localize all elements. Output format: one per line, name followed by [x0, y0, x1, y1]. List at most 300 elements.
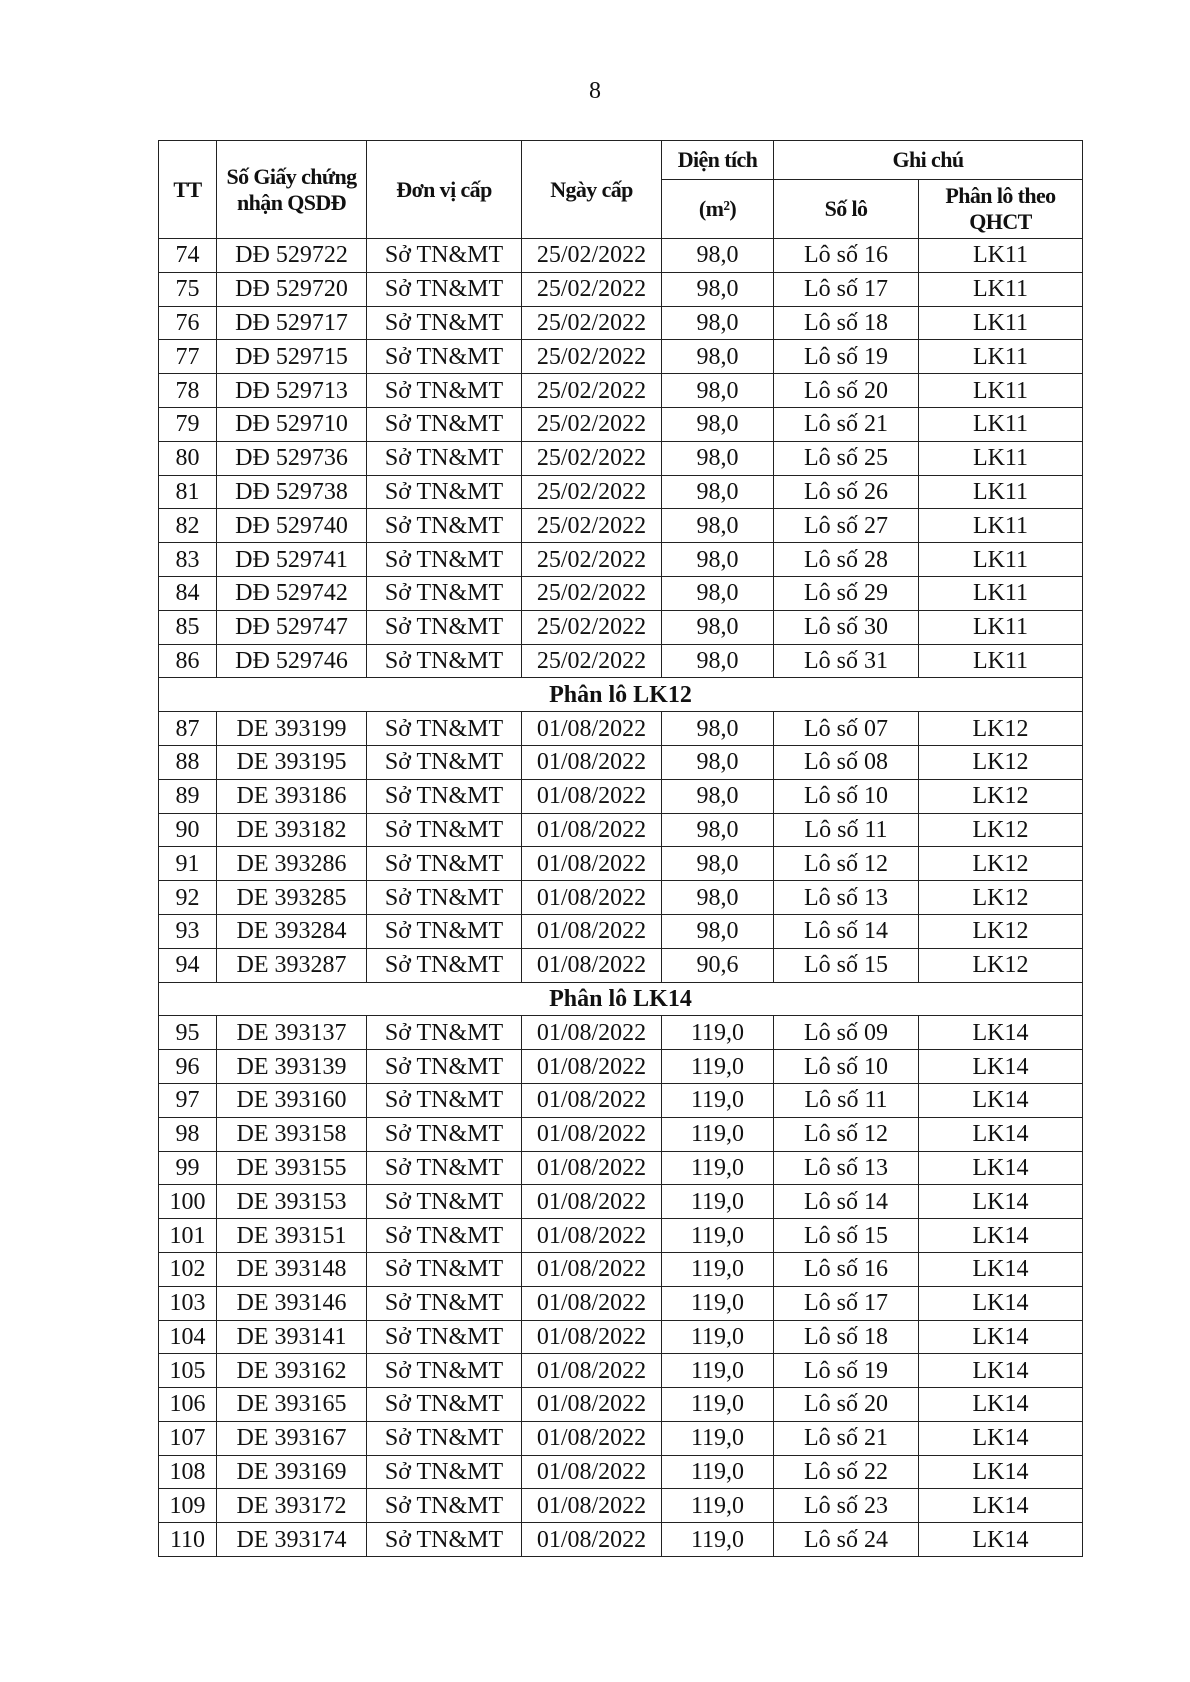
cell-area: 98,0 [662, 914, 774, 948]
cell-area: 119,0 [662, 1421, 774, 1455]
cell-area: 98,0 [662, 407, 774, 441]
cell-area: 98,0 [662, 779, 774, 813]
cell-lot: Lô số 28 [774, 543, 919, 577]
cell-plan-lot: LK11 [919, 475, 1083, 509]
cell-plan-lot: LK12 [919, 813, 1083, 847]
table-row [159, 847, 1083, 881]
cell-date: 01/08/2022 [522, 1117, 662, 1151]
cell-issuer: Sở TN&MT [367, 1489, 522, 1523]
cell-issuer: Sở TN&MT [367, 712, 522, 746]
cell-lot: Lô số 22 [774, 1455, 919, 1489]
cell-certificate: DĐ 529722 [217, 239, 367, 273]
table-row [159, 1050, 1083, 1084]
cell-plan-lot: LK12 [919, 914, 1083, 948]
cell-lot: Lô số 21 [774, 1421, 919, 1455]
group-label: Phân lô LK12 [159, 678, 1083, 712]
cell-lot: Lô số 17 [774, 272, 919, 306]
cell-certificate: DE 393195 [217, 745, 367, 779]
cell-certificate: DE 393165 [217, 1388, 367, 1422]
cell-plan-lot: LK14 [919, 1388, 1083, 1422]
cell-lot: Lô số 20 [774, 1388, 919, 1422]
cell-lot: Lô số 25 [774, 441, 919, 475]
cell-plan-lot: LK11 [919, 374, 1083, 408]
cell-plan-lot: LK14 [919, 1421, 1083, 1455]
cell-issuer: Sở TN&MT [367, 813, 522, 847]
table-row [159, 509, 1083, 543]
cell-certificate: DE 393174 [217, 1523, 367, 1557]
cell-tt: 77 [159, 340, 217, 374]
cell-plan-lot: LK11 [919, 306, 1083, 340]
table-row [159, 1083, 1083, 1117]
cell-date: 01/08/2022 [522, 1151, 662, 1185]
cell-lot: Lô số 08 [774, 745, 919, 779]
cell-area: 119,0 [662, 1455, 774, 1489]
cell-certificate: DĐ 529742 [217, 576, 367, 610]
cell-tt: 91 [159, 847, 217, 881]
table-header [159, 141, 1083, 239]
table-row [159, 441, 1083, 475]
cell-issuer: Sở TN&MT [367, 1421, 522, 1455]
cell-issuer: Sở TN&MT [367, 1320, 522, 1354]
cell-lot: Lô số 10 [774, 779, 919, 813]
header-tt: TT [159, 141, 217, 239]
cell-date: 01/08/2022 [522, 847, 662, 881]
cell-area: 119,0 [662, 1185, 774, 1219]
cell-tt: 95 [159, 1016, 217, 1050]
cell-certificate: DE 393284 [217, 914, 367, 948]
cell-tt: 99 [159, 1151, 217, 1185]
cell-certificate: DE 393285 [217, 881, 367, 915]
cell-area: 119,0 [662, 1219, 774, 1253]
cell-tt: 84 [159, 576, 217, 610]
cell-tt: 83 [159, 543, 217, 577]
cell-issuer: Sở TN&MT [367, 1388, 522, 1422]
cell-certificate: DE 393186 [217, 779, 367, 813]
cell-issuer: Sở TN&MT [367, 881, 522, 915]
cell-certificate: DE 393151 [217, 1219, 367, 1253]
cell-date: 25/02/2022 [522, 610, 662, 644]
cell-date: 01/08/2022 [522, 1455, 662, 1489]
cell-certificate: DE 393139 [217, 1050, 367, 1084]
cell-lot: Lô số 07 [774, 712, 919, 746]
cell-plan-lot: LK14 [919, 1219, 1083, 1253]
table-row [159, 948, 1083, 982]
cell-certificate: DE 393167 [217, 1421, 367, 1455]
cell-date: 25/02/2022 [522, 475, 662, 509]
table-row [159, 1117, 1083, 1151]
table-row [159, 1421, 1083, 1455]
cell-certificate: DE 393158 [217, 1117, 367, 1151]
cell-issuer: Sở TN&MT [367, 1286, 522, 1320]
cell-tt: 86 [159, 644, 217, 678]
table-row [159, 745, 1083, 779]
cell-plan-lot: LK11 [919, 543, 1083, 577]
table-row [159, 340, 1083, 374]
cell-lot: Lô số 18 [774, 306, 919, 340]
table-row [159, 272, 1083, 306]
cell-date: 25/02/2022 [522, 306, 662, 340]
cell-plan-lot: LK14 [919, 1117, 1083, 1151]
cell-area: 98,0 [662, 374, 774, 408]
cell-certificate: DĐ 529713 [217, 374, 367, 408]
cell-plan-lot: LK11 [919, 272, 1083, 306]
cell-lot: Lô số 19 [774, 1354, 919, 1388]
cell-issuer: Sở TN&MT [367, 1455, 522, 1489]
cell-certificate: DE 393155 [217, 1151, 367, 1185]
cell-certificate: DE 393146 [217, 1286, 367, 1320]
table-row [159, 374, 1083, 408]
cell-lot: Lô số 29 [774, 576, 919, 610]
cell-area: 98,0 [662, 272, 774, 306]
cell-lot: Lô số 30 [774, 610, 919, 644]
cell-area: 98,0 [662, 441, 774, 475]
cell-plan-lot: LK11 [919, 239, 1083, 273]
cell-date: 25/02/2022 [522, 509, 662, 543]
cell-plan-lot: LK11 [919, 407, 1083, 441]
table-row [159, 1252, 1083, 1286]
cell-certificate: DE 393148 [217, 1252, 367, 1286]
cell-lot: Lô số 16 [774, 239, 919, 273]
cell-lot: Lô số 09 [774, 1016, 919, 1050]
cell-tt: 96 [159, 1050, 217, 1084]
cell-date: 01/08/2022 [522, 1388, 662, 1422]
cell-date: 25/02/2022 [522, 374, 662, 408]
cell-certificate: DĐ 529715 [217, 340, 367, 374]
cell-date: 01/08/2022 [522, 1185, 662, 1219]
cell-area: 98,0 [662, 239, 774, 273]
table-body [159, 239, 1083, 1557]
cell-date: 01/08/2022 [522, 813, 662, 847]
cell-certificate: DĐ 529747 [217, 610, 367, 644]
cell-issuer: Sở TN&MT [367, 576, 522, 610]
cell-date: 01/08/2022 [522, 1050, 662, 1084]
cell-certificate: DE 393182 [217, 813, 367, 847]
table-row [159, 813, 1083, 847]
cell-plan-lot: LK11 [919, 509, 1083, 543]
cell-date: 25/02/2022 [522, 543, 662, 577]
cell-area: 98,0 [662, 712, 774, 746]
table-row [159, 543, 1083, 577]
cell-plan-lot: LK14 [919, 1185, 1083, 1219]
cell-plan-lot: LK14 [919, 1489, 1083, 1523]
cell-area: 98,0 [662, 306, 774, 340]
cell-tt: 75 [159, 272, 217, 306]
cell-tt: 106 [159, 1388, 217, 1422]
cell-tt: 94 [159, 948, 217, 982]
cell-plan-lot: LK12 [919, 948, 1083, 982]
cell-lot: Lô số 24 [774, 1523, 919, 1557]
cell-area: 119,0 [662, 1050, 774, 1084]
cell-issuer: Sở TN&MT [367, 1252, 522, 1286]
cell-area: 98,0 [662, 847, 774, 881]
cell-lot: Lô số 12 [774, 1117, 919, 1151]
header-date: Ngày cấp [522, 141, 662, 239]
table-row [159, 1185, 1083, 1219]
cell-tt: 87 [159, 712, 217, 746]
cell-tt: 78 [159, 374, 217, 408]
table-row [159, 1286, 1083, 1320]
header-lot: Số lô [774, 180, 919, 239]
cell-area: 90,6 [662, 948, 774, 982]
header-issuer: Đơn vị cấp [367, 141, 522, 239]
cell-issuer: Sở TN&MT [367, 1354, 522, 1388]
cell-plan-lot: LK12 [919, 881, 1083, 915]
cell-date: 01/08/2022 [522, 948, 662, 982]
cell-issuer: Sở TN&MT [367, 914, 522, 948]
cell-lot: Lô số 23 [774, 1489, 919, 1523]
cell-tt: 102 [159, 1252, 217, 1286]
cell-issuer: Sở TN&MT [367, 306, 522, 340]
cell-area: 98,0 [662, 509, 774, 543]
header-area: Diện tích [662, 141, 774, 180]
cell-area: 119,0 [662, 1320, 774, 1354]
cell-certificate: DĐ 529736 [217, 441, 367, 475]
cell-plan-lot: LK11 [919, 576, 1083, 610]
cell-area: 98,0 [662, 610, 774, 644]
cell-plan-lot: LK12 [919, 745, 1083, 779]
cell-date: 25/02/2022 [522, 407, 662, 441]
table-row [159, 610, 1083, 644]
cell-plan-lot: LK14 [919, 1252, 1083, 1286]
cell-plan-lot: LK14 [919, 1016, 1083, 1050]
header-notes: Ghi chú [774, 141, 1083, 180]
table-row [159, 1320, 1083, 1354]
cell-date: 01/08/2022 [522, 914, 662, 948]
cell-area: 119,0 [662, 1489, 774, 1523]
table-row [159, 475, 1083, 509]
cell-plan-lot: LK14 [919, 1455, 1083, 1489]
cell-issuer: Sở TN&MT [367, 779, 522, 813]
cell-issuer: Sở TN&MT [367, 847, 522, 881]
cell-date: 01/08/2022 [522, 881, 662, 915]
cell-tt: 82 [159, 509, 217, 543]
cell-tt: 98 [159, 1117, 217, 1151]
cell-area: 119,0 [662, 1083, 774, 1117]
cell-date: 01/08/2022 [522, 1421, 662, 1455]
cell-area: 98,0 [662, 644, 774, 678]
cell-issuer: Sở TN&MT [367, 441, 522, 475]
table-row [159, 1016, 1083, 1050]
cell-issuer: Sở TN&MT [367, 239, 522, 273]
cell-tt: 110 [159, 1523, 217, 1557]
cell-tt: 92 [159, 881, 217, 915]
cell-lot: Lô số 14 [774, 1185, 919, 1219]
header-plan-lot: Phân lô theo QHCT [919, 180, 1083, 239]
cell-certificate: DE 393287 [217, 948, 367, 982]
cell-lot: Lô số 20 [774, 374, 919, 408]
cell-lot: Lô số 14 [774, 914, 919, 948]
cell-certificate: DĐ 529720 [217, 272, 367, 306]
cell-tt: 90 [159, 813, 217, 847]
cell-plan-lot: LK14 [919, 1151, 1083, 1185]
cell-plan-lot: LK12 [919, 712, 1083, 746]
cell-certificate: DE 393286 [217, 847, 367, 881]
cell-issuer: Sở TN&MT [367, 374, 522, 408]
cell-area: 98,0 [662, 340, 774, 374]
cell-certificate: DE 393162 [217, 1354, 367, 1388]
cell-date: 01/08/2022 [522, 712, 662, 746]
cell-issuer: Sở TN&MT [367, 509, 522, 543]
cell-area: 98,0 [662, 576, 774, 610]
cell-area: 119,0 [662, 1286, 774, 1320]
cell-date: 25/02/2022 [522, 644, 662, 678]
cell-area: 119,0 [662, 1117, 774, 1151]
cell-plan-lot: LK14 [919, 1083, 1083, 1117]
cell-issuer: Sở TN&MT [367, 745, 522, 779]
cell-lot: Lô số 16 [774, 1252, 919, 1286]
cell-certificate: DE 393160 [217, 1083, 367, 1117]
cell-lot: Lô số 21 [774, 407, 919, 441]
cell-date: 25/02/2022 [522, 239, 662, 273]
certificate-table [158, 140, 1083, 1557]
cell-tt: 109 [159, 1489, 217, 1523]
cell-tt: 107 [159, 1421, 217, 1455]
cell-area: 119,0 [662, 1523, 774, 1557]
cell-date: 01/08/2022 [522, 1219, 662, 1253]
cell-area: 98,0 [662, 813, 774, 847]
cell-issuer: Sở TN&MT [367, 610, 522, 644]
table-row [159, 1151, 1083, 1185]
cell-date: 25/02/2022 [522, 272, 662, 306]
cell-tt: 79 [159, 407, 217, 441]
cell-issuer: Sở TN&MT [367, 1016, 522, 1050]
cell-certificate: DĐ 529717 [217, 306, 367, 340]
table-row [159, 306, 1083, 340]
cell-lot: Lô số 26 [774, 475, 919, 509]
cell-plan-lot: LK11 [919, 441, 1083, 475]
cell-plan-lot: LK11 [919, 610, 1083, 644]
cell-lot: Lô số 10 [774, 1050, 919, 1084]
cell-issuer: Sở TN&MT [367, 1523, 522, 1557]
cell-lot: Lô số 11 [774, 1083, 919, 1117]
cell-lot: Lô số 13 [774, 881, 919, 915]
table-row [159, 407, 1083, 441]
cell-lot: Lô số 19 [774, 340, 919, 374]
page-number: 8 [589, 78, 601, 104]
cell-tt: 81 [159, 475, 217, 509]
cell-certificate: DĐ 529738 [217, 475, 367, 509]
cell-certificate: DE 393141 [217, 1320, 367, 1354]
cell-date: 01/08/2022 [522, 779, 662, 813]
cell-issuer: Sở TN&MT [367, 407, 522, 441]
table-row [159, 1455, 1083, 1489]
cell-issuer: Sở TN&MT [367, 1185, 522, 1219]
cell-certificate: DĐ 529740 [217, 509, 367, 543]
cell-issuer: Sở TN&MT [367, 272, 522, 306]
cell-lot: Lô số 12 [774, 847, 919, 881]
cell-issuer: Sở TN&MT [367, 475, 522, 509]
cell-plan-lot: LK14 [919, 1286, 1083, 1320]
cell-certificate: DE 393172 [217, 1489, 367, 1523]
cell-area: 119,0 [662, 1354, 774, 1388]
cell-plan-lot: LK11 [919, 340, 1083, 374]
cell-area: 119,0 [662, 1388, 774, 1422]
cell-area: 119,0 [662, 1151, 774, 1185]
table-row [159, 1523, 1083, 1557]
header-certificate: Số Giấy chứng nhận QSDĐ [217, 141, 367, 239]
cell-plan-lot: LK12 [919, 779, 1083, 813]
cell-tt: 108 [159, 1455, 217, 1489]
cell-plan-lot: LK14 [919, 1523, 1083, 1557]
group-row [159, 678, 1083, 712]
cell-lot: Lô số 15 [774, 948, 919, 982]
cell-date: 01/08/2022 [522, 1354, 662, 1388]
cell-tt: 88 [159, 745, 217, 779]
cell-plan-lot: LK14 [919, 1320, 1083, 1354]
cell-certificate: DĐ 529746 [217, 644, 367, 678]
cell-date: 01/08/2022 [522, 1320, 662, 1354]
cell-date: 01/08/2022 [522, 1252, 662, 1286]
cell-area: 98,0 [662, 881, 774, 915]
cell-lot: Lô số 18 [774, 1320, 919, 1354]
cell-certificate: DE 393153 [217, 1185, 367, 1219]
cell-plan-lot: LK14 [919, 1354, 1083, 1388]
cell-lot: Lô số 11 [774, 813, 919, 847]
group-row [159, 982, 1083, 1016]
cell-tt: 93 [159, 914, 217, 948]
cell-issuer: Sở TN&MT [367, 1117, 522, 1151]
table-row [159, 712, 1083, 746]
cell-date: 01/08/2022 [522, 1286, 662, 1320]
cell-plan-lot: LK11 [919, 644, 1083, 678]
cell-issuer: Sở TN&MT [367, 543, 522, 577]
cell-date: 01/08/2022 [522, 1083, 662, 1117]
cell-tt: 105 [159, 1354, 217, 1388]
cell-tt: 103 [159, 1286, 217, 1320]
cell-certificate: DĐ 529710 [217, 407, 367, 441]
table-row [159, 644, 1083, 678]
cell-issuer: Sở TN&MT [367, 948, 522, 982]
cell-tt: 104 [159, 1320, 217, 1354]
cell-issuer: Sở TN&MT [367, 644, 522, 678]
cell-tt: 80 [159, 441, 217, 475]
cell-issuer: Sở TN&MT [367, 1050, 522, 1084]
cell-date: 01/08/2022 [522, 1016, 662, 1050]
cell-tt: 85 [159, 610, 217, 644]
header-area-unit: (m²) [662, 180, 774, 239]
cell-lot: Lô số 27 [774, 509, 919, 543]
cell-date: 25/02/2022 [522, 340, 662, 374]
cell-plan-lot: LK14 [919, 1050, 1083, 1084]
cell-tt: 100 [159, 1185, 217, 1219]
cell-issuer: Sở TN&MT [367, 1083, 522, 1117]
cell-date: 25/02/2022 [522, 441, 662, 475]
table-row [159, 779, 1083, 813]
cell-tt: 97 [159, 1083, 217, 1117]
cell-date: 01/08/2022 [522, 745, 662, 779]
cell-area: 119,0 [662, 1016, 774, 1050]
cell-date: 01/08/2022 [522, 1523, 662, 1557]
cell-plan-lot: LK12 [919, 847, 1083, 881]
table-row [159, 914, 1083, 948]
cell-area: 119,0 [662, 1252, 774, 1286]
cell-certificate: DE 393137 [217, 1016, 367, 1050]
cell-tt: 89 [159, 779, 217, 813]
cell-area: 98,0 [662, 745, 774, 779]
table-row [159, 1354, 1083, 1388]
cell-tt: 101 [159, 1219, 217, 1253]
table-row [159, 239, 1083, 273]
table-row [159, 1489, 1083, 1523]
table-row [159, 1388, 1083, 1422]
cell-issuer: Sở TN&MT [367, 1151, 522, 1185]
cell-tt: 76 [159, 306, 217, 340]
cell-lot: Lô số 31 [774, 644, 919, 678]
cell-issuer: Sở TN&MT [367, 1219, 522, 1253]
cell-certificate: DE 393169 [217, 1455, 367, 1489]
group-label: Phân lô LK14 [159, 982, 1083, 1016]
cell-issuer: Sở TN&MT [367, 340, 522, 374]
